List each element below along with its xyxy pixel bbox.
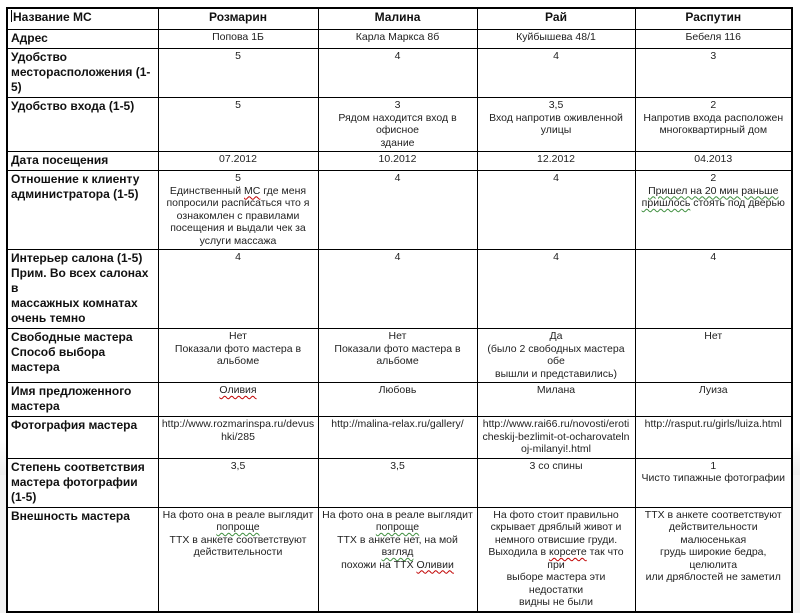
- table-cell[interactable]: [477, 417, 635, 459]
- header-label-text: Название МС: [13, 10, 92, 24]
- cell-text: 3 со спины: [529, 459, 583, 472]
- cell-text: Пришел на 20 мин раньше: [648, 184, 779, 197]
- cell-text: На фото стоит правильно: [493, 508, 619, 521]
- table-cell[interactable]: [477, 383, 635, 417]
- table-cell[interactable]: [477, 30, 635, 49]
- cell-text: 3,5: [548, 99, 564, 111]
- cell-text: посещения и выдали чек за: [170, 222, 306, 234]
- header-cell-salon-1[interactable]: [158, 8, 318, 30]
- row-label[interactable]: Фотография мастера: [7, 417, 158, 459]
- cell-text: действительности: [193, 546, 283, 558]
- cell-text: Милана: [536, 384, 576, 396]
- table-cell[interactable]: [318, 458, 477, 507]
- cell-text: 4: [710, 251, 717, 263]
- table-cell[interactable]: [477, 49, 635, 98]
- table-cell[interactable]: [318, 417, 477, 459]
- table-cell[interactable]: [318, 507, 477, 612]
- cell-text: Показали фото мастера в: [334, 342, 461, 355]
- cell-text: стоять под дверью: [690, 197, 785, 209]
- table-row: [7, 49, 792, 98]
- cell-text: ТТХ в анкете соответствуют: [169, 533, 307, 546]
- cell-text: улицы: [540, 124, 572, 136]
- header-row: [7, 8, 792, 30]
- table-cell[interactable]: [477, 458, 635, 507]
- cell-text: похожи на ТТХ: [341, 558, 417, 571]
- cell-text: ознакомлен с правилами: [176, 209, 300, 222]
- table-cell[interactable]: [635, 507, 792, 612]
- cell-text: попроще: [375, 521, 420, 533]
- table-cell[interactable]: [318, 329, 477, 383]
- table-row: [7, 417, 792, 459]
- cell-text: Напротив входа расположен: [643, 111, 784, 124]
- cell-text: здание: [380, 136, 415, 149]
- header-cell-salon-2[interactable]: [318, 8, 477, 30]
- cell-text: 4: [394, 50, 401, 62]
- cell-text: 12.2012: [537, 153, 575, 165]
- table-cell[interactable]: [158, 458, 318, 507]
- cell-text: На фото она в реале выглядит: [162, 508, 314, 521]
- cell-text: выборе мастера эти недостатки: [506, 571, 606, 596]
- cell-text: Попова 1Б: [212, 31, 264, 43]
- cell-text: услуги массажа: [199, 234, 277, 247]
- table-cell[interactable]: [635, 250, 792, 329]
- table-cell[interactable]: [158, 49, 318, 98]
- cell-text: ТТХ в анкете соответствуют: [644, 508, 782, 521]
- salon-name: Рай: [545, 10, 567, 24]
- table-row: [7, 250, 792, 329]
- row-label[interactable]: Интерьер салона (1-5) Прим. Во всех салонах в массажных комнатах очень темно: [7, 250, 158, 329]
- table-cell[interactable]: [477, 507, 635, 612]
- cell-text: Да: [549, 330, 563, 342]
- cell-text: Единственный: [169, 184, 245, 197]
- table-row: [7, 98, 792, 152]
- cell-text: где меня: [260, 184, 307, 197]
- table-cell[interactable]: [158, 152, 318, 171]
- row-label[interactable]: Дата посещения: [7, 152, 158, 171]
- salon-comparison-table: [6, 7, 793, 613]
- table-cell[interactable]: [635, 30, 792, 49]
- cell-text: 4: [235, 251, 241, 263]
- table-cell[interactable]: [635, 171, 792, 250]
- cell-text: 4: [553, 172, 559, 184]
- cell-text: вышли и представились): [495, 367, 617, 380]
- cell-text: Чисто типажные фотографии: [641, 472, 786, 484]
- cell-text: многоквартирный дом: [659, 124, 768, 136]
- header-cell-salon-3[interactable]: [477, 8, 635, 30]
- cell-text: Нет: [704, 330, 723, 342]
- table-cell[interactable]: [635, 383, 792, 417]
- table-row: [7, 383, 792, 417]
- cell-text: Любовь: [378, 384, 417, 396]
- table-cell[interactable]: [158, 417, 318, 459]
- table-cell[interactable]: [635, 458, 792, 507]
- table-cell[interactable]: [158, 30, 318, 49]
- table-cell[interactable]: [158, 171, 318, 250]
- cell-text: Показали фото мастера в: [174, 342, 302, 355]
- master-photo-url: http://rasput.ru/girls/luiza.html: [644, 418, 782, 430]
- row-label[interactable]: Степень соответствия мастера фотографии (1-5): [7, 458, 158, 507]
- cell-text: Вход напротив оживленной: [489, 111, 623, 124]
- cell-text: грудь широкие бедра, целюлита: [660, 546, 767, 571]
- table-cell[interactable]: [158, 98, 318, 152]
- table-cell[interactable]: [635, 329, 792, 383]
- salon-name: Розмарин: [209, 10, 267, 24]
- cell-text: ТТХ в анкете нет, на мой: [337, 533, 458, 546]
- cell-text: 5: [235, 172, 241, 184]
- cell-text: Бебеля 116: [685, 31, 741, 43]
- cell-text: Рядом находится вход в офисное: [338, 111, 457, 136]
- table-cell[interactable]: [477, 329, 635, 383]
- table-cell[interactable]: [477, 98, 635, 152]
- cell-text: 10.2012: [378, 153, 417, 165]
- cell-text: 2: [710, 99, 717, 111]
- cell-text: На фото она в реале выглядит: [322, 508, 473, 521]
- cell-text: альбоме: [216, 355, 260, 367]
- table-cell[interactable]: [318, 30, 477, 49]
- cell-text: скрывает дряблый живот и: [490, 521, 622, 533]
- cell-text: Куйбышева 48/1: [516, 31, 596, 43]
- cell-text: 5: [235, 50, 241, 62]
- cell-text: 4: [394, 251, 401, 263]
- cell-text: попросили расписаться что я: [166, 197, 310, 209]
- cell-text: 5: [235, 99, 241, 111]
- cell-text: пришлось: [641, 197, 691, 209]
- table-cell[interactable]: [158, 250, 318, 329]
- table-cell[interactable]: [635, 98, 792, 152]
- row-label[interactable]: Отношение к клиенту администратора (1-5): [7, 171, 158, 250]
- cell-text: корсете: [549, 546, 587, 558]
- cell-text: попроще: [216, 521, 260, 533]
- master-photo-url: http://www.rai66.ru/novosti/eroticheskij-bezlimit-ot-ocharovatelnoj-milanyi!.html: [482, 418, 630, 455]
- header-cell-salon-4[interactable]: [635, 8, 792, 30]
- cell-text: 04.2013: [694, 153, 733, 165]
- table-cell[interactable]: [477, 250, 635, 329]
- table-cell[interactable]: [477, 171, 635, 250]
- cell-text: 3: [710, 50, 717, 62]
- cell-text: так что при: [547, 546, 624, 571]
- cell-text: 3,5: [230, 459, 246, 472]
- salon-name: Распутин: [685, 10, 742, 24]
- cell-text: немного отвисшие груди.: [494, 533, 618, 546]
- cell-text: Выходила в: [488, 546, 550, 558]
- cell-text: видны не были: [519, 596, 593, 608]
- table-cell[interactable]: [318, 171, 477, 250]
- cell-text: альбоме: [376, 355, 419, 367]
- table-row: [7, 458, 792, 507]
- table-row: [7, 171, 792, 250]
- cell-text: или дряблостей не заметил: [645, 571, 781, 583]
- row-label[interactable]: Имя предложенного мастера: [7, 383, 158, 417]
- cell-text: 3,5: [390, 459, 405, 472]
- cell-text: действительности малюсенькая: [668, 521, 758, 546]
- table-cell[interactable]: [635, 152, 792, 171]
- row-label[interactable]: Свободные мастера Способ выбора мастера: [7, 329, 158, 383]
- table-row: [7, 152, 792, 171]
- cell-text: Оливии: [416, 558, 454, 571]
- cell-text: МС: [244, 184, 261, 197]
- table-cell[interactable]: [158, 383, 318, 417]
- table-cell[interactable]: [318, 98, 477, 152]
- table-cell[interactable]: [635, 417, 792, 459]
- table-body: [7, 30, 792, 612]
- salon-name: Малина: [374, 10, 421, 24]
- table-cell[interactable]: [318, 49, 477, 98]
- cell-text: 4: [553, 50, 559, 62]
- row-label[interactable]: Внешность мастера: [7, 507, 158, 612]
- cell-text: Оливия: [219, 384, 257, 396]
- cell-text: 4: [394, 172, 401, 184]
- cell-text: 2: [710, 172, 717, 184]
- cell-text: 07.2012: [219, 153, 257, 165]
- cell-text: (было 2 свободных мастера обе: [487, 342, 625, 367]
- table-cell[interactable]: [318, 383, 477, 417]
- table-cell[interactable]: [477, 152, 635, 171]
- table-cell[interactable]: [158, 329, 318, 383]
- master-photo-url: http://malina-relax.ru/gallery/: [331, 418, 464, 430]
- cell-text: Нет: [229, 330, 247, 342]
- cell-text: Нет: [388, 330, 407, 342]
- table-cell[interactable]: [158, 507, 318, 612]
- table-row: [7, 30, 792, 49]
- text-cursor: [11, 10, 12, 22]
- cell-text: взгляд: [381, 546, 414, 558]
- row-label[interactable]: Удобство входа (1-5): [7, 98, 158, 152]
- cell-text: 3: [394, 99, 401, 111]
- table-cell[interactable]: [635, 49, 792, 98]
- table-row: [7, 507, 792, 612]
- cell-text: 4: [553, 251, 559, 263]
- table-cell[interactable]: [318, 152, 477, 171]
- cell-text: Луиза: [698, 384, 728, 396]
- cell-text: 1: [710, 459, 717, 472]
- row-label[interactable]: Удобство месторасположения (1-5): [7, 49, 158, 98]
- row-label[interactable]: Адрес: [7, 30, 158, 49]
- cell-text: Карла Маркса 8б: [355, 31, 440, 43]
- table-row: [7, 329, 792, 383]
- table-cell[interactable]: [318, 250, 477, 329]
- header-cell-label[interactable]: [7, 8, 158, 30]
- master-photo-url: http://www.rozmarinspa.ru/devushki/285: [161, 418, 315, 443]
